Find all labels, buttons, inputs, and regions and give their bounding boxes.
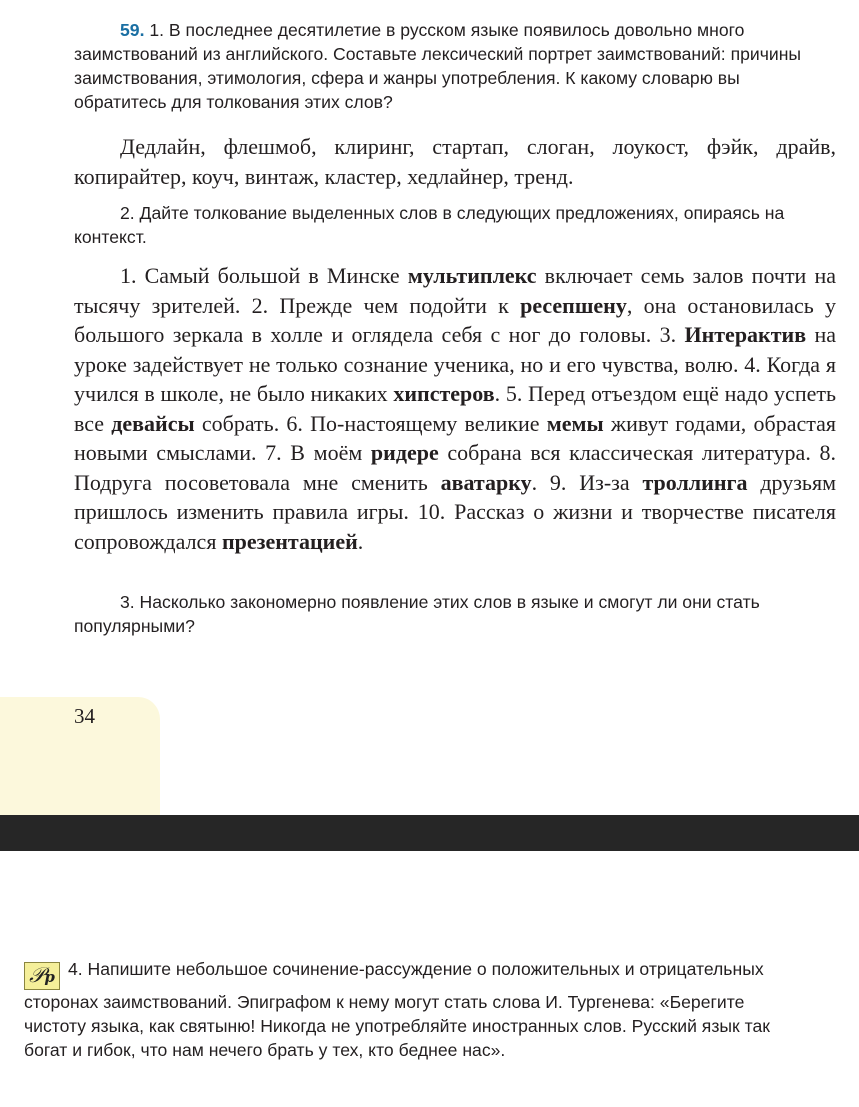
highlighted-word: ридере: [370, 440, 439, 465]
sentence-text: 2. Прежде чем подойти к: [251, 292, 521, 318]
exercise-number: 59.: [120, 20, 145, 40]
highlighted-word: ресепшену: [520, 292, 627, 318]
highlighted-word: аватарку: [440, 469, 532, 495]
sentence-text: включает семь залов почти на тысячу зрителей.: [74, 263, 836, 318]
highlighted-word: хипстеров: [393, 381, 495, 406]
sentence-text: 1. Самый большой в Минске: [120, 263, 408, 288]
sentence-text: .: [531, 469, 550, 495]
sentences-paragraph: [74, 261, 836, 556]
page-number: 34: [74, 704, 95, 728]
page-separator-band: [0, 815, 859, 851]
task-3: 3. Насколько закономерно появление этих слов в языке и смогут ли они стать популярными?: [74, 592, 760, 636]
sentence-text: 7. В моём: [265, 440, 371, 465]
word-list: Дедлайн, флешмоб, клиринг, стартап, слоган, лоукост, фэйк, драйв, копирайтер, коуч, винтаж, кластер, хедлайнер, тренд.: [74, 134, 836, 189]
sentence-text: .: [357, 528, 364, 554]
highlighted-word: презентацией: [221, 528, 358, 554]
writing-task-icon: 𝒫p: [24, 962, 60, 990]
highlighted-word: мультиплекс: [407, 263, 537, 288]
sentence-text: 9. Из-за: [549, 469, 643, 495]
sentence-text: собрать.: [194, 410, 287, 436]
sentence-text: собрана вся классическая литература.: [438, 440, 820, 465]
sentence-text: 4. Когда я учился в школе, не было никаких: [74, 351, 836, 406]
highlighted-word: мемы: [546, 410, 604, 436]
sentence-text: 5. Перед отъездом ещё надо успеть все: [74, 381, 836, 436]
sentence-text: друзьям пришлось изменить правила игры.: [74, 469, 836, 524]
sentence-text: живут годами, обрастая новыми смыслами.: [74, 410, 836, 465]
sentence-text: 8. Подруга посоветовала мне сменить: [74, 440, 836, 495]
highlighted-word: троллинга: [642, 469, 748, 495]
highlighted-word: девайсы: [111, 410, 195, 436]
task-4-text: 4. Напишите небольшое сочинение-рассуждение о положительных и отрицательных сторонах заимствований. Эпиграфом к нему могут стать слова И. Тургенева: «Берегите чистоту языка, как святыню! Никогда не употребляйте иностранных слов. Русский язык так богат и гибок, что нам нечего брать у тех, кто беднее нас».: [24, 959, 770, 1060]
task-1-text: 1. В последнее десятилетие в русском языке появилось довольно много заимствований из английского. Составьте лексический портрет заимствований: причины заимствования, этимология, сфера и жанры употребления. К какому словарю вы обратитесь для толкования этих слов?: [74, 20, 802, 112]
highlighted-word: Интерактив: [684, 322, 807, 347]
task-4: [24, 957, 789, 1062]
sentence-text: .: [494, 381, 506, 406]
task-2: 2. Дайте толкование выделенных слов в следующих предложениях, опираясь на контекст.: [74, 203, 785, 247]
sentence-text: 6. По-настоящему великие: [286, 410, 547, 436]
sentence-text: на уроке задействует не только сознание ученика, но и его чувства, волю.: [74, 322, 837, 377]
sentence-text: 3.: [659, 322, 685, 347]
task-1: [74, 18, 836, 114]
sentence-text: 10. Рассказ о жизни и творчестве писателя сопровождался: [74, 499, 836, 554]
sentence-text: , она остановилась у большого зеркала в холле и оглядела себя с ног до головы.: [74, 292, 837, 347]
